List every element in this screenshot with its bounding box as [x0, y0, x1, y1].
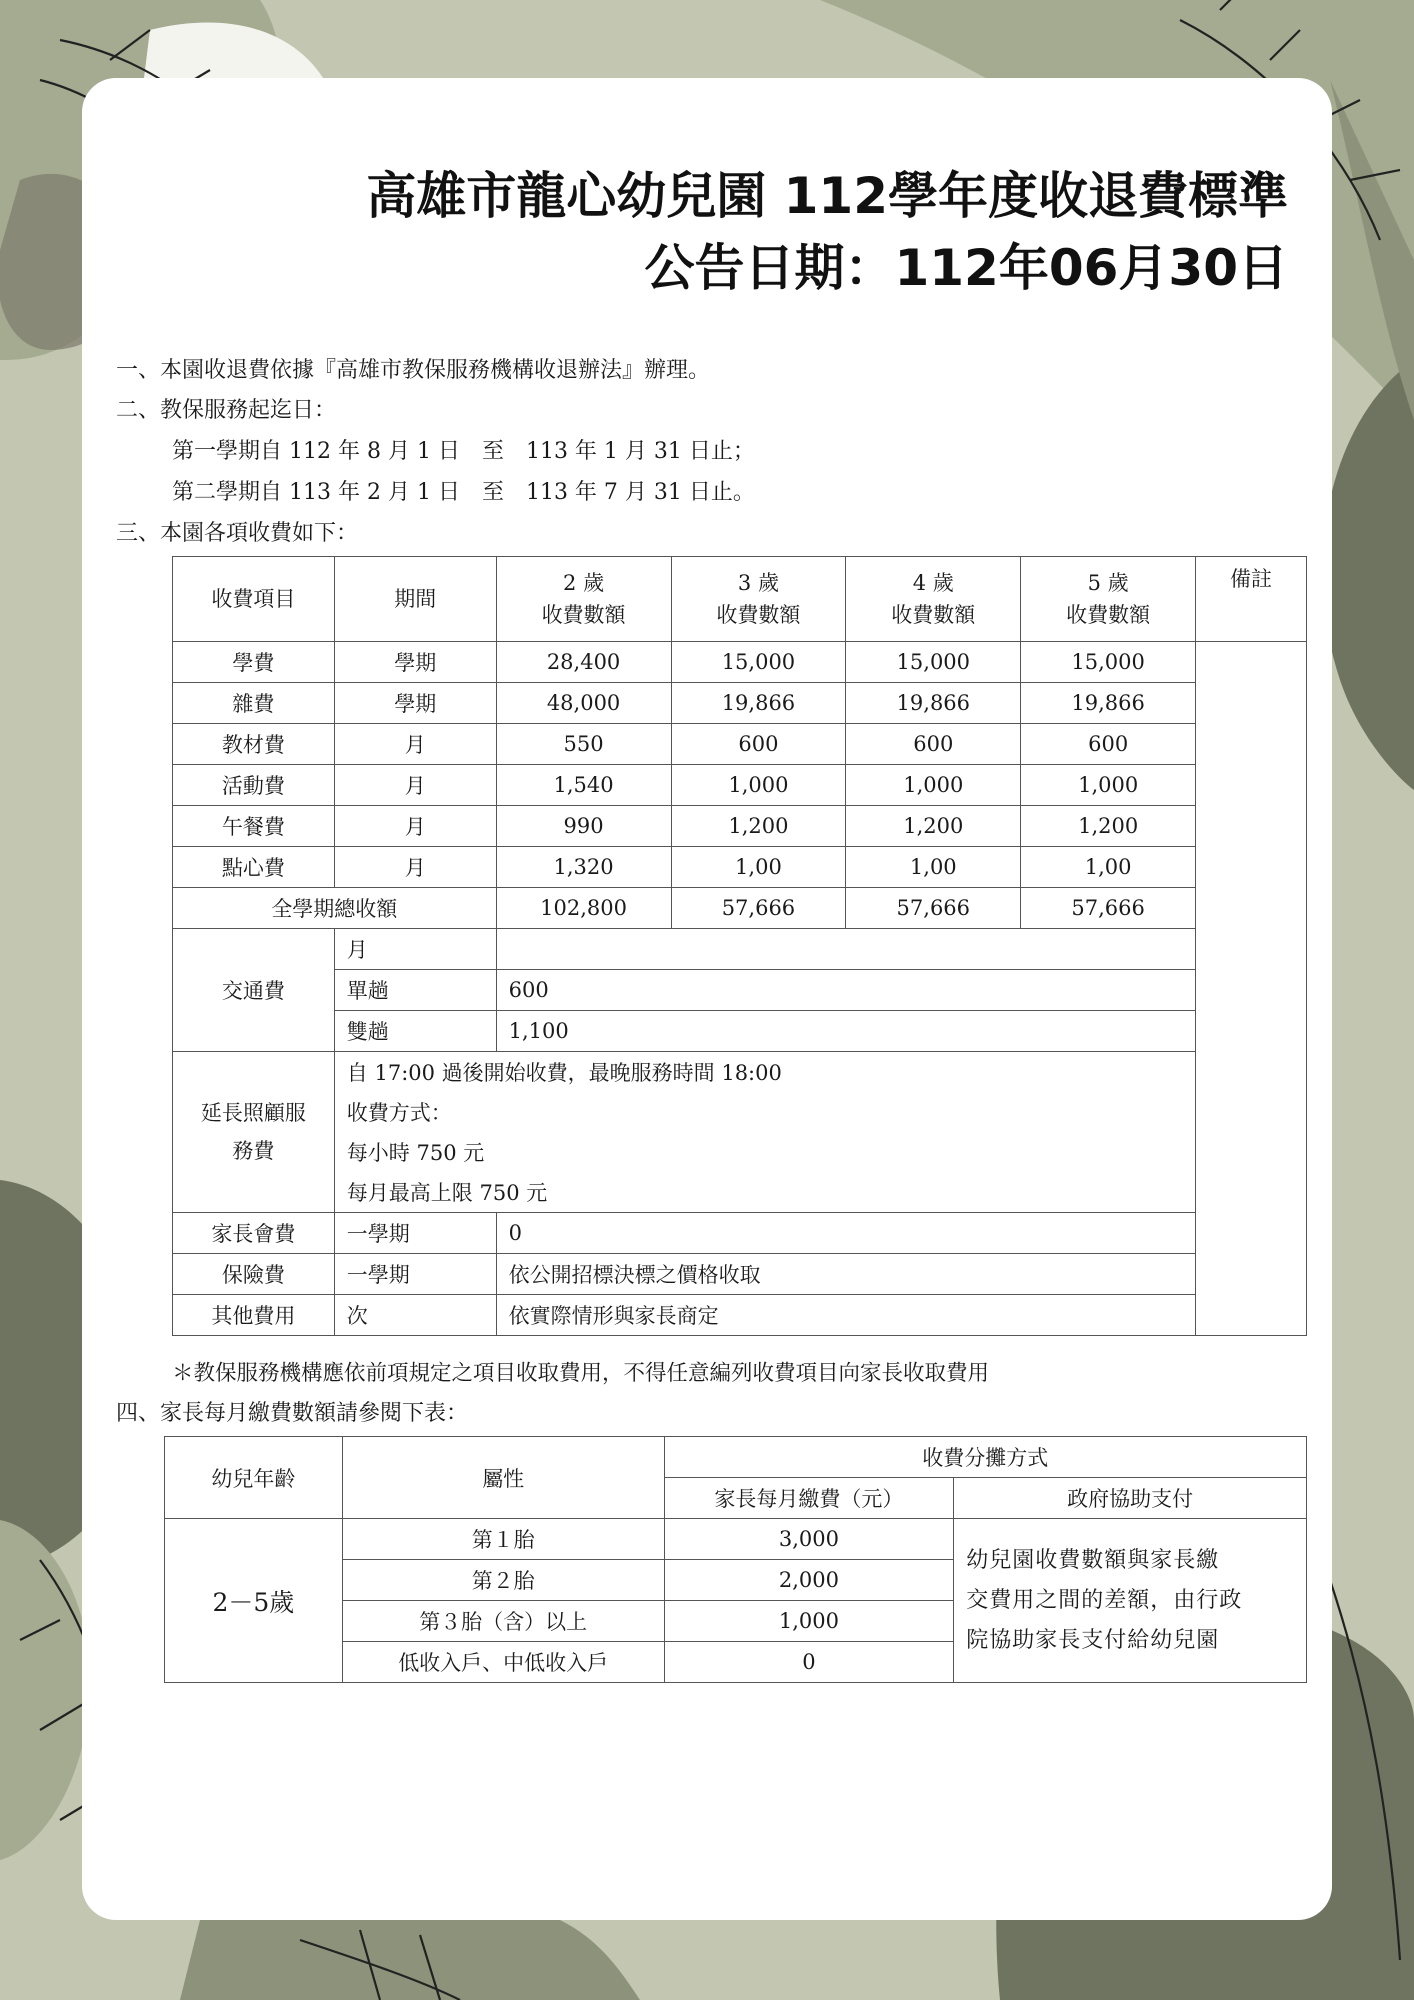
fee-item: 活動費	[173, 765, 335, 806]
section-1-text: 一、本園收退費依據『高雄市教保服務機構收退辦法』辦理。	[116, 358, 711, 383]
fee-value: 1,00	[671, 847, 846, 888]
section-2-heading: 二、教保服務起迄日：	[116, 398, 337, 423]
semester-2-dates: 第二學期自 113 年 2 月 1 日 至 113 年 7 月 31 日止。	[172, 480, 755, 505]
extended-care-label: 延長照顧服 務費	[173, 1052, 335, 1213]
attribute-cell: 第１胎	[342, 1519, 664, 1560]
extended-care-row	[173, 1092, 1307, 1132]
fee-value: 1,320	[496, 847, 671, 888]
fee-value: 1,200	[1021, 806, 1196, 847]
fee-value: 550	[496, 724, 671, 765]
transport-unit: 月	[334, 929, 496, 970]
parent-fee-cell: 3,000	[664, 1519, 954, 1560]
header-gov-support: 政府協助支付	[954, 1478, 1307, 1519]
parent-fee-cell: 2,000	[664, 1560, 954, 1601]
table-row	[173, 765, 1307, 806]
table-row	[173, 642, 1307, 683]
extended-care-line: 每小時 750 元	[334, 1132, 1195, 1172]
fee-item: 教材費	[173, 724, 335, 765]
transport-row	[173, 970, 1307, 1011]
transport-label: 交通費	[173, 929, 335, 1052]
fee-value: 15,000	[1021, 642, 1196, 683]
fee-item: 午餐費	[173, 806, 335, 847]
fee-value: 1,00	[1021, 847, 1196, 888]
fee-item: 點心費	[173, 847, 335, 888]
fee-value: 15,000	[846, 642, 1021, 683]
page-title	[366, 160, 1288, 304]
extended-care-line: 自 17:00 過後開始收費，最晚服務時間 18:00	[334, 1052, 1195, 1093]
table-row	[165, 1437, 1307, 1478]
fee-value: 1,000	[846, 765, 1021, 806]
remark-cell	[1196, 642, 1307, 1336]
fee-value: 19,866	[671, 683, 846, 724]
fee-period: 學期	[334, 683, 496, 724]
fee-value: 600	[671, 724, 846, 765]
fee-value: 1,000	[1021, 765, 1196, 806]
fee-value: 15,000	[671, 642, 846, 683]
insurance-label: 保險費	[173, 1254, 335, 1295]
header-period: 期間	[334, 557, 496, 642]
header-age: 幼兒年齡	[165, 1437, 343, 1519]
semester-1-dates: 第一學期自 112 年 8 月 1 日 至 113 年 1 月 31 日止；	[172, 439, 755, 464]
transport-row	[173, 1011, 1307, 1052]
title-line-2: 公告日期：112年06月30日	[644, 239, 1288, 297]
title-line-1: 高雄市龍心幼兒園 112學年度收退費標準	[366, 167, 1288, 225]
fee-notice: ＊教保服務機構應依前項規定之項目收取費用，不得任意編列收費項目向家長收取費用	[172, 1361, 990, 1386]
other-fee-value: 依實際情形與家長商定	[496, 1295, 1195, 1336]
total-value: 57,666	[846, 888, 1021, 929]
insurance-value: 依公開招標決標之價格收取	[496, 1254, 1195, 1295]
fee-value: 600	[1021, 724, 1196, 765]
fee-value: 1,540	[496, 765, 671, 806]
extended-care-row	[173, 1052, 1307, 1093]
header-age-2: 2 歲 收費數額	[496, 557, 671, 642]
parent-payment-table	[164, 1436, 1307, 1683]
parents-fee-label: 家長會費	[173, 1213, 335, 1254]
transport-value	[496, 929, 1195, 970]
extended-care-line: 每月最高上限 750 元	[334, 1172, 1195, 1213]
total-value: 102,800	[496, 888, 671, 929]
table-row	[173, 683, 1307, 724]
fee-period: 學期	[334, 642, 496, 683]
fee-value: 48,000	[496, 683, 671, 724]
transport-value: 1,100	[496, 1011, 1195, 1052]
transport-row	[173, 929, 1307, 970]
section-3-heading: 三、本園各項收費如下：	[116, 521, 359, 546]
fee-value: 28,400	[496, 642, 671, 683]
table-row	[173, 806, 1307, 847]
fee-value: 1,200	[671, 806, 846, 847]
header-remark: 備註	[1196, 557, 1307, 642]
parents-fee-row	[173, 1213, 1307, 1254]
header-age-4: 4 歲 收費數額	[846, 557, 1021, 642]
fee-value: 1,000	[671, 765, 846, 806]
transport-unit: 單趟	[334, 970, 496, 1011]
insurance-period: 一學期	[334, 1254, 496, 1295]
fee-value: 19,866	[1021, 683, 1196, 724]
header-age-5: 5 歲 收費數額	[1021, 557, 1196, 642]
parents-fee-value: 0	[496, 1213, 1195, 1254]
total-value: 57,666	[1021, 888, 1196, 929]
gov-support-text: 幼兒園收費數額與家長繳 交費用之間的差額，由行政 院協助家長支付給幼兒園	[954, 1519, 1307, 1683]
extended-care-row	[173, 1132, 1307, 1172]
total-value: 57,666	[671, 888, 846, 929]
transport-unit: 雙趟	[334, 1011, 496, 1052]
extended-care-line: 收費方式：	[334, 1092, 1195, 1132]
transport-value: 600	[496, 970, 1195, 1011]
total-row	[173, 888, 1307, 929]
fee-value: 1,00	[846, 847, 1021, 888]
parent-fee-cell: 1,000	[664, 1601, 954, 1642]
header-item: 收費項目	[173, 557, 335, 642]
attribute-cell: 低收入戶、中低收入戶	[342, 1642, 664, 1683]
table-row	[173, 847, 1307, 888]
age-range: 2－5歲	[165, 1519, 343, 1683]
fee-value: 600	[846, 724, 1021, 765]
fee-value: 1,200	[846, 806, 1021, 847]
extended-care-row	[173, 1172, 1307, 1213]
fee-period: 月	[334, 765, 496, 806]
table-row	[173, 724, 1307, 765]
fee-item: 學費	[173, 642, 335, 683]
header-attribute: 屬性	[342, 1437, 664, 1519]
fee-value: 990	[496, 806, 671, 847]
fee-value: 19,866	[846, 683, 1021, 724]
fee-table-header	[173, 557, 1307, 642]
other-fee-period: 次	[334, 1295, 496, 1336]
fee-period: 月	[334, 806, 496, 847]
section-4-heading: 四、家長每月繳費數額請參閱下表：	[116, 1401, 469, 1426]
parent-fee-cell: 0	[664, 1642, 954, 1683]
insurance-row	[173, 1254, 1307, 1295]
attribute-cell: 第３胎（含）以上	[342, 1601, 664, 1642]
header-parent-fee: 家長每月繳費（元）	[664, 1478, 954, 1519]
attribute-cell: 第２胎	[342, 1560, 664, 1601]
parents-fee-period: 一學期	[334, 1213, 496, 1254]
table-row	[165, 1519, 1307, 1560]
fee-table	[172, 556, 1307, 1336]
fee-item: 雜費	[173, 683, 335, 724]
fee-period: 月	[334, 724, 496, 765]
total-label: 全學期總收額	[173, 888, 497, 929]
other-fee-label: 其他費用	[173, 1295, 335, 1336]
other-fee-row	[173, 1295, 1307, 1336]
header-split: 收費分攤方式	[664, 1437, 1306, 1478]
fee-period: 月	[334, 847, 496, 888]
header-age-3: 3 歲 收費數額	[671, 557, 846, 642]
